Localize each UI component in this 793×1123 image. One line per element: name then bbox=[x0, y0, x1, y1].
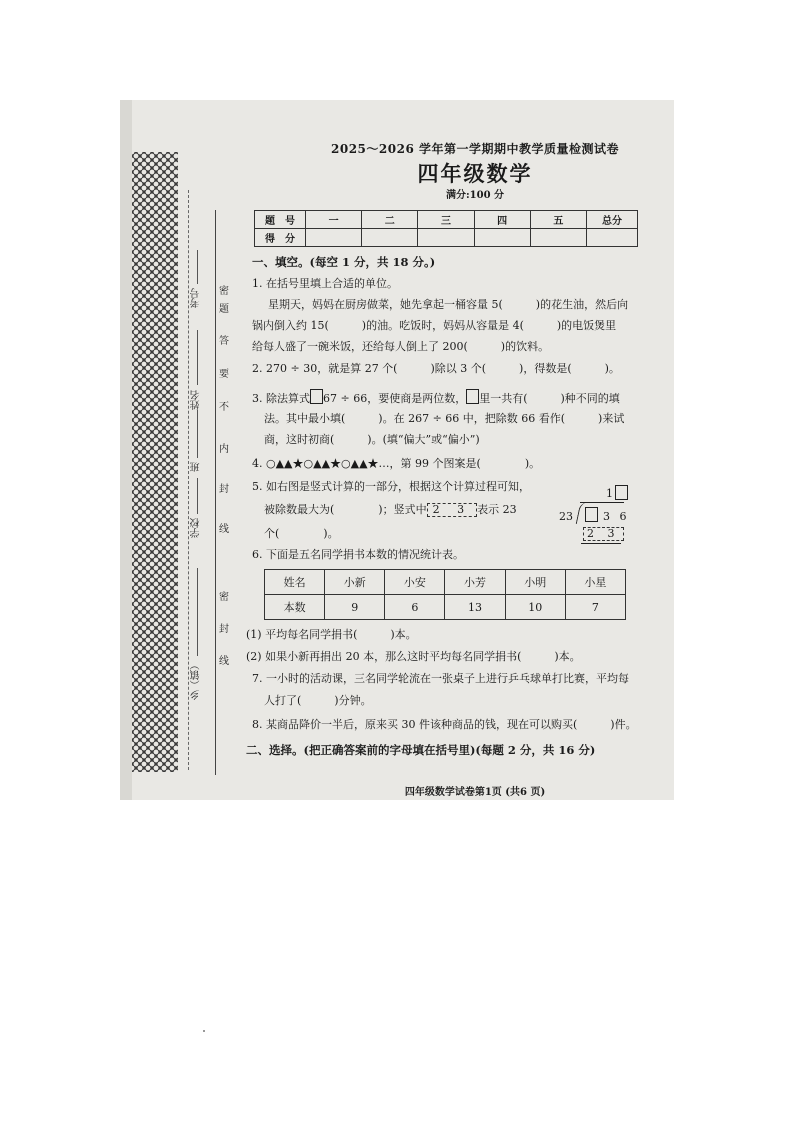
seal-word: 内 bbox=[219, 444, 229, 455]
name-label: 姓名 bbox=[191, 390, 202, 410]
score-blank[interactable] bbox=[362, 229, 418, 247]
score-blank[interactable] bbox=[306, 229, 362, 247]
digit-box bbox=[466, 389, 479, 404]
seal-word: 线 bbox=[219, 524, 229, 535]
seal-word: 要 bbox=[219, 369, 229, 380]
book-donation-table bbox=[264, 569, 626, 620]
score-cell: 三 bbox=[418, 211, 474, 229]
q1-line2: 星期天，妈妈在厨房做菜，她先拿起一桶容量 5( )的花生油，然后向 bbox=[268, 298, 629, 311]
binding-dash-line bbox=[188, 190, 189, 770]
q5-line3: 个( )。 bbox=[264, 527, 339, 540]
dividend-tail: 3 6 bbox=[603, 510, 630, 523]
q3-text-a: 3. 除法算式 bbox=[252, 392, 310, 405]
seal-word: 密 bbox=[219, 286, 229, 297]
full-score: 满分:100 分 bbox=[445, 190, 505, 201]
seal-word: 不 bbox=[219, 402, 229, 413]
quotient-box bbox=[615, 485, 628, 500]
binding-pattern bbox=[132, 152, 178, 772]
stats-cell: 小星 bbox=[565, 570, 625, 595]
quotient-digit: 1 bbox=[606, 487, 613, 500]
name-blank bbox=[197, 330, 198, 385]
stray-dot bbox=[203, 1030, 205, 1032]
score-table-score-row bbox=[255, 229, 638, 247]
score-cell: 二 bbox=[362, 211, 418, 229]
q1-line1: 1. 在括号里填上合适的单位。 bbox=[252, 277, 398, 290]
seal-word: 答 bbox=[219, 336, 229, 347]
q4-line: 4. ○▲▲★○▲▲★○▲▲★…，第 99 个图案是( )。 bbox=[252, 457, 541, 470]
seal-word: 密 bbox=[219, 592, 229, 603]
digit-box bbox=[310, 389, 323, 404]
binding-line bbox=[215, 210, 216, 775]
exam-title: 四年级数学 bbox=[417, 161, 533, 186]
score-cell: 得 分 bbox=[255, 229, 306, 247]
school-label: 学校 bbox=[191, 518, 202, 538]
q3-line3: 商，这时初商( )。(填“偏大”或“偏小”) bbox=[264, 433, 480, 446]
class-blank bbox=[197, 410, 198, 458]
score-table bbox=[254, 210, 638, 247]
q3-line2: 法。其中最小填( )。在 267 ÷ 66 中，把除数 66 看作( )来试 bbox=[264, 412, 625, 425]
stats-cell: 姓名 bbox=[265, 570, 325, 595]
score-cell: 总分 bbox=[587, 211, 638, 229]
score-cell: 四 bbox=[474, 211, 530, 229]
seal-word: 题 bbox=[219, 304, 229, 315]
township-blank bbox=[197, 568, 198, 656]
score-cell: 题 号 bbox=[255, 211, 306, 229]
score-cell: 五 bbox=[530, 211, 586, 229]
scanned-page bbox=[120, 100, 674, 800]
q5-dashed-box: 2 3 bbox=[427, 503, 478, 517]
q1-line4: 给每人盛了一碗米饭，还给每人倒上了 200( )的饮料。 bbox=[252, 340, 550, 353]
stats-cell: 小明 bbox=[505, 570, 565, 595]
stats-value-row bbox=[265, 595, 626, 620]
stats-cell: 9 bbox=[325, 595, 385, 620]
binding-edge bbox=[120, 100, 132, 800]
product-underline bbox=[581, 543, 621, 544]
exam-subtitle: 2025～2026 学年第一学期期中教学质量检测试卷 bbox=[331, 142, 619, 156]
township-label: 乡（镇） bbox=[191, 660, 202, 700]
q5-text-a: 被除数最大为( )；竖式中 bbox=[264, 503, 427, 516]
q2-line: 2. 270 ÷ 30，就是算 27 个( )除以 3 个( )，得数是( )。 bbox=[252, 362, 620, 375]
exam-no-blank bbox=[197, 250, 198, 284]
q6-sub2: (2) 如果小新再捐出 20 本，那么这时平均每名同学捐书( )本。 bbox=[246, 650, 581, 663]
stats-cell: 小安 bbox=[385, 570, 445, 595]
q6-intro: 6. 下面是五名同学捐书本数的情况统计表。 bbox=[252, 548, 464, 561]
divisor: 23 bbox=[559, 510, 573, 523]
seal-word: 封 bbox=[219, 484, 229, 495]
q1-line3: 锅内倒入约 15( )的油。吃饭时，妈妈从容量是 4( )的电饭煲里 bbox=[252, 319, 617, 332]
q6-sub1: (1) 平均每名同学捐书( )本。 bbox=[246, 628, 417, 641]
stats-header-row bbox=[265, 570, 626, 595]
score-blank[interactable] bbox=[418, 229, 474, 247]
school-blank bbox=[197, 478, 198, 514]
q7-line2: 人打了( )分钟。 bbox=[264, 694, 372, 707]
stats-cell: 10 bbox=[505, 595, 565, 620]
q3-text-c: 里一共有( )种不同的填 bbox=[479, 392, 620, 405]
stats-cell: 7 bbox=[565, 595, 625, 620]
section1-title: 一、填空。(每空 1 分，共 18 分。) bbox=[252, 255, 436, 269]
seal-word: 封 bbox=[219, 624, 229, 635]
score-blank[interactable] bbox=[587, 229, 638, 247]
page-footer: 四年级数学试卷第1页 (共6 页) bbox=[404, 787, 546, 798]
score-blank[interactable] bbox=[530, 229, 586, 247]
product-row: 2 3 bbox=[583, 527, 624, 541]
vertical-division-figure bbox=[559, 485, 645, 550]
seal-word: 线 bbox=[219, 656, 229, 667]
q7-line1: 7. 一小时的活动课，三名同学轮流在一张桌子上进行乒乓球单打比赛，平均每 bbox=[252, 672, 629, 685]
stats-cell: 本数 bbox=[265, 595, 325, 620]
exam-no-label: 考号 bbox=[191, 288, 202, 308]
q8-line: 8. 某商品降价一半后，原来买 30 件该种商品的钱，现在可以购买( )件。 bbox=[252, 718, 637, 731]
score-cell: 一 bbox=[306, 211, 362, 229]
stats-cell: 6 bbox=[385, 595, 445, 620]
q3-line1 bbox=[252, 389, 620, 406]
dividend-box bbox=[585, 507, 598, 522]
score-blank[interactable] bbox=[474, 229, 530, 247]
class-label: 班 bbox=[191, 462, 202, 472]
stats-cell: 小芳 bbox=[445, 570, 505, 595]
q5-line1: 5. 如右图是竖式计算的一部分，根据这个计算过程可知， bbox=[252, 480, 530, 493]
q3-text-b: 67 ÷ 66，要使商是两位数， bbox=[323, 392, 467, 405]
q5-line2 bbox=[264, 503, 517, 517]
stats-cell: 13 bbox=[445, 595, 505, 620]
stats-cell: 小新 bbox=[325, 570, 385, 595]
q5-text-b: 表示 23 bbox=[477, 503, 517, 516]
score-table-header-row bbox=[255, 211, 638, 229]
section2-title: 二、选择。(把正确答案前的字母填在括号里)(每题 2 分，共 16 分) bbox=[246, 743, 596, 757]
